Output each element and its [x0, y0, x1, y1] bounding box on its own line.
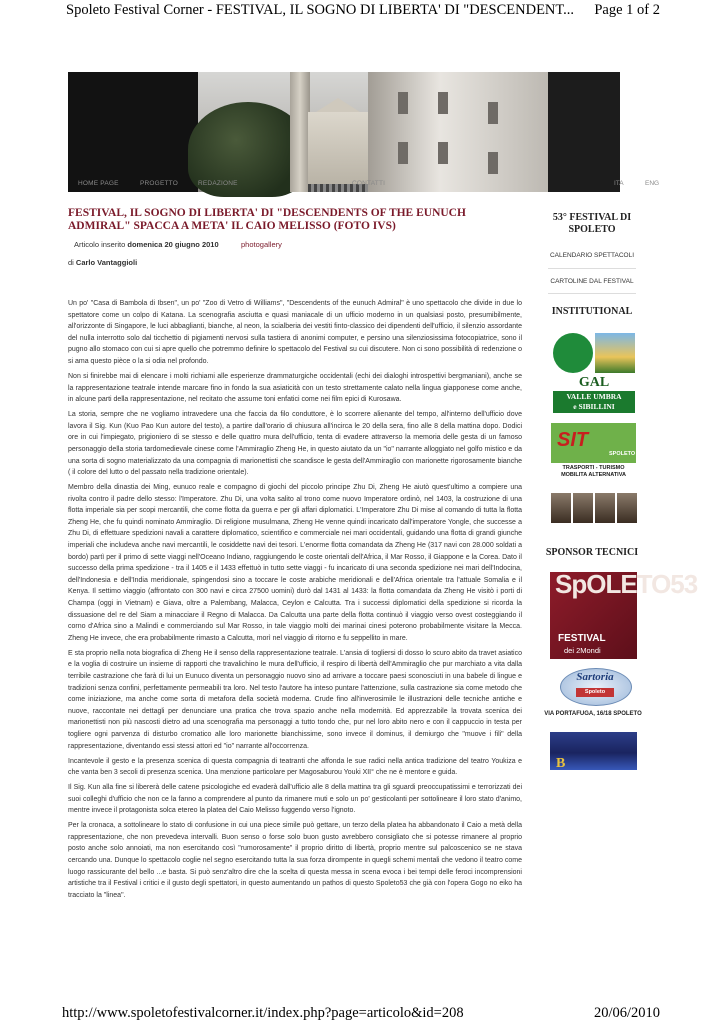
nav-redazione[interactable]: REDAZIONE	[198, 180, 238, 187]
photogallery-link[interactable]: photogallery	[241, 240, 282, 249]
sidebar-sponsor-title: SPONSOR TECNICI	[545, 547, 639, 558]
print-header	[0, 0, 724, 20]
article-meta: Articolo inserito domenica 20 giugno 2010	[74, 240, 219, 249]
sidebar-institutional-title: INSTITUTIONAL	[551, 306, 633, 317]
sponsor-logo-blue[interactable]: B	[550, 732, 637, 770]
paragraph: Un po' "Casa di Bambola di Ibsen", un po' "Zoo di Vetro di Williams", "Descendents of the eunuch Admiral" è uno spettacolo che divide in due lo spettatore come un colpo di Katana. La scenografia asciutta e quasi maniacale di un ufficio moderno in un qualsiasi posto, presumibilmente, all'orizzonte di Singapore, le luci abbaglianti, bianche, al neon, la scialberia dei vestiti finto-classico dei dipendenti dell'ufficio, il silenzio assordante del nulla interrotto solo dal ticchettio di pigiamenti nervosi sulla tastiera di anonimi computer, e persino una silenziosissima fotocopiatrice, sono il pugno allo stomaco con cui si apre quello che potremmo definire lo spettacolo del Festival su cui discutere. Non ci sono possibilità di redenzione o si ama questo pièce o la si odia nel profondo.	[68, 300, 522, 365]
print-page-number: Page 1 of 2	[594, 2, 660, 18]
print-footer	[0, 1005, 724, 1024]
paragraph: Membro della dinastia dei Ming, eunuco reale e compagno di giochi del piccolo principe Zhu Di, Zheng He aiutò quest'ultimo a compiere una rivolta contro il padre dello stesso: l'Imperatore. Zhu Di, una volta salito al trono come nuovo Imperatore ordinò, nel 1403, la costruzione di una flotta imperiale sia per scopi mercantili, che come flotta da guerra e per gli affari diplomatici. L'Imperatore Zhu Di mise al comando di tutta la flotta Zheng He, che fu quindi nominato Ammiraglio. Di religione musulmana, Zheng He venne quindi incaricato dall'imperatore Yongle, che successe a Zhu Di, di effettuare spedizioni navali a carattere diplomatico, scientifico e commerciale nei mari occidentali, guidando una flotta di grandi giunche imperiali che includeva anche navi mercantili, le cosiddette navi dei tesori. L'enorme flotta comandata da Zheng He (317 navi con 28.000 soldati a bordo) partì per il primo di sette viaggi nell'Oceano Indiano, raggiungendo le coste orientali dell'Africa, il Mar Rosso, il Giappone e la Corea. Dato il successo della prima spedizione - tra il 1405 e il 1433 effettuò in tutto sette viaggi - fu incaricato di una seconda spedizione nei mari dell'Indocina, dell'Indonesia e dell'India meridionale, spingendosi sino a toccare le coste arabiche meridionali e dell'Africa orientale tra l'attuale Somalia e il Kenya. Il settimo viaggio (affrontato con 300 navi e circa 27500 uomini) durò dal 1431 al 1433: la flotta comandata da Zheng He visitò i porti di Champa (oggi in Vietnam) e Giava, oltre a Palembang, Malacca, Ceylon e Calcutta. Tra i successi diplomatici della spedizione si ricorda la dissuasione del re del Siam a minacciare il Regno di Malacca. Da Calcutta una parte della flotta continuò il viaggio verso ovest costeggiando il corno d'Africa sino a Malindi e commerciando sul Mar Rosso, in tale viaggio molti dei marinai cinesi poterono probabilmente visitare la Mecca. Zheng He invece, che era probabilmente rimasto a Calcutta, morì nel viaggio di ritorno e fu seppellito in mare.	[68, 484, 522, 642]
paragraph: Per la cronaca, a sottolineare lo stato di confusione in cui una piece simile può gettare, un terzo della platea ha abbandonato il Caio a metà della rappresentazione, che non prevedeva intervalli. Buon senso o forse solo buon gusto avrebbero consigliato che si potesse rimanere al proprio posto anche solo annoiati, ma non esercitando così "rumorosamente" il proprio diritto di libertà, proprio mentre sul palcoscenico se ne stava cercando una. Dunque lo spettacolo coglie nel segno esercitando tutta la sua forza dirompente in quegli schemi mentali che vedono il teatro come luogo rassicurante del bello ...e basta. Si può senz'altro dire che la scelta di questa messa in scena evoca i bei tempi delle feroci incomprensioni artistiche tra il Festival i critici e il gusto degli spettatori, in questo aumentando un pathos di questo Spoleto53 che già con l'opera Gogo no eiko ha tracciato la "linea".	[68, 822, 522, 899]
article-date: domenica 20 giugno 2010	[127, 240, 219, 249]
festival-dei-2mondi-logo[interactable]: SpOLETO53 FESTIVAL dei 2Mondi	[550, 572, 637, 659]
paragraph: La storia, sempre che ne vogliamo intravedere una che faccia da filo conduttore, è lo scorrere alienante del tempo, all'interno dell'ufficio dove lavora il Sig. Kun (Kuo Pao Kun autore del testo), a partire dall'orario di chiusura all'incirca le 20 della sera, fino alle 8 della mattina dopo. Dodici ore in cui l'impiegato, prigioniero di se stesso e delle quattro mura dell'ufficio, tenta di evadere attraverso la memoria delle gesta di un famoso personaggio della storia tardomedievale cinese come l'Ammiraglio Zheng He, in questo aiutato da un "io" narrante alloggiato nel golfo mistico e da una sorta di sogno materializzato da una compagnia di marionettisti che scandisce le gesta dell'Ammiraglio con marionette rigorosamente bianche ( il colore del lutto o del passato nella tradizione orientale).	[68, 411, 522, 477]
article-body	[68, 298, 522, 905]
main-nav	[68, 180, 620, 192]
paragraph: E sta proprio nella nota biografica di Zheng He il senso della rappresentazione teatrale. L'ansia di togliersi di dosso lo scuro abito da travet asiatico e la voglia di costruire un insieme di rapporti che travalichino le mura dell'ufficio, il respiro di libertà dell'Ammiraglio che pur marchiato a vita dalla terribile castrazione che farà di lui un Eunuco diventa un personaggio nuovo sino ad arrivare a toccare paesi sconosciuti in una babele di lingue e tradizioni senza confini, perfettamente permeabili tra loro. Nel testo l'autore ha inteso puntare l'attenzione, sulla castrazione sia come metodo che come iniziazione, ma anche come sorta di metafora della società moderna. Crude fino all'inverosimile le illustrazioni delle tecniche antiche e nuove, raccontate nei dettagli per denunciare una pratica che trova spazio anche nella modernità. Ed apprezzabile la trovata scenica dei marionettisti non più nascosti dietro ad una scenografia ma personaggi a tutto tondo che, pur nel loro abito nero e con il cappuccio in testa per togliere ogni parvenza di disturbo cromatico alle loro marionette bianchissime, sono invece il dominus, il demiurgo che "muove i fili" della rappresentazione, diventando essi stessi attori ed "io" narrante all'occorrenza.	[68, 649, 522, 750]
paragraph: Il Sig. Kun alla fine si libererà delle catene psicologiche ed evaderà dall'ufficio alle 8 della mattina tra gli sguardi preoccupatissimi e terrorizzati dei suoi colleghi d'ufficio che non ce la fanno a comprendere al punto da rimanere muti e solo un po' gesticolanti per sottolineare il loro stato d'animo, mentre invece il protagonista solca etereo la platea del Caio Melisso fuggendo verso l'ignoto.	[68, 784, 522, 815]
sit-spoleto-logo[interactable]: SIT SPOLETO TRASPORTI - TURISMO MOBILITA ALTERNATIVA	[551, 423, 636, 485]
lang-eng[interactable]: ENG	[645, 180, 660, 187]
nav-contatti[interactable]: CONTATTI	[352, 180, 386, 187]
paragraph: Non si finirebbe mai di elencare i molti richiami alle esperienze drammaturgiche occidentali (echi dei dialoghi introspettivi bergmaniani), anche se la rappresentazione teatrale intende marcare fino in fondo la sua asiaticità con un testo strettamente calato nella lingua giapponese come anche, in alcune parti della rappresentazione, nel recitato che assume toni enfatici come nei film epici di Kurosawa.	[68, 372, 522, 404]
sartoria-spoleto-logo[interactable]: Sartoria Spoleto	[560, 668, 630, 706]
print-date: 20/06/2010	[593, 1005, 660, 1021]
institutional-images-strip[interactable]	[551, 493, 637, 523]
nav-home[interactable]: HOME PAGE	[78, 180, 119, 187]
sidebar-link-cartoline[interactable]: CARTOLINE DAL FESTIVAL	[550, 278, 634, 285]
sidebar-festival-title: 53° FESTIVAL DI SPOLETO	[552, 212, 632, 235]
header-banner-photo	[68, 72, 620, 192]
nav-progetto[interactable]: PROGETTO	[140, 180, 178, 187]
article-author: di Carlo Vantaggioli	[68, 258, 138, 267]
lang-ita[interactable]: ITA	[614, 180, 624, 187]
print-page-title: Spoleto Festival Corner - FESTIVAL, IL SOGNO DI LIBERTA' DI "DESCENDENT...	[66, 2, 575, 18]
print-url: http://www.spoletofestivalcorner.it/index.php?page=articolo&id=208	[62, 1005, 464, 1021]
sidebar-link-calendario[interactable]: CALENDARIO SPETTACOLI	[549, 252, 635, 259]
gal-valle-umbra-logo[interactable]: GAL VALLE UMBRA e SIBILLINI	[553, 333, 635, 413]
paragraph: Incantevole il gesto e la presenza scenica di questa compagnia di teatranti che affonda le sue radici nella antica tradizione del teatro Youkiza e che vanta ben 3 secoli di presenza scenica. Una menzione particolare per Magosaburou Youki XII° che ne è mentore e guida.	[68, 757, 522, 777]
sponsor-address: VIA PORTAFUGA, 16/18 SPOLETO	[544, 711, 642, 717]
article-title: FESTIVAL, IL SOGNO DI LIBERTA' DI "DESCENDENTS OF THE EUNUCH ADMIRAL" SPACCA A META' IL CAIO MELISSO (FOTO IVS)	[68, 207, 466, 232]
